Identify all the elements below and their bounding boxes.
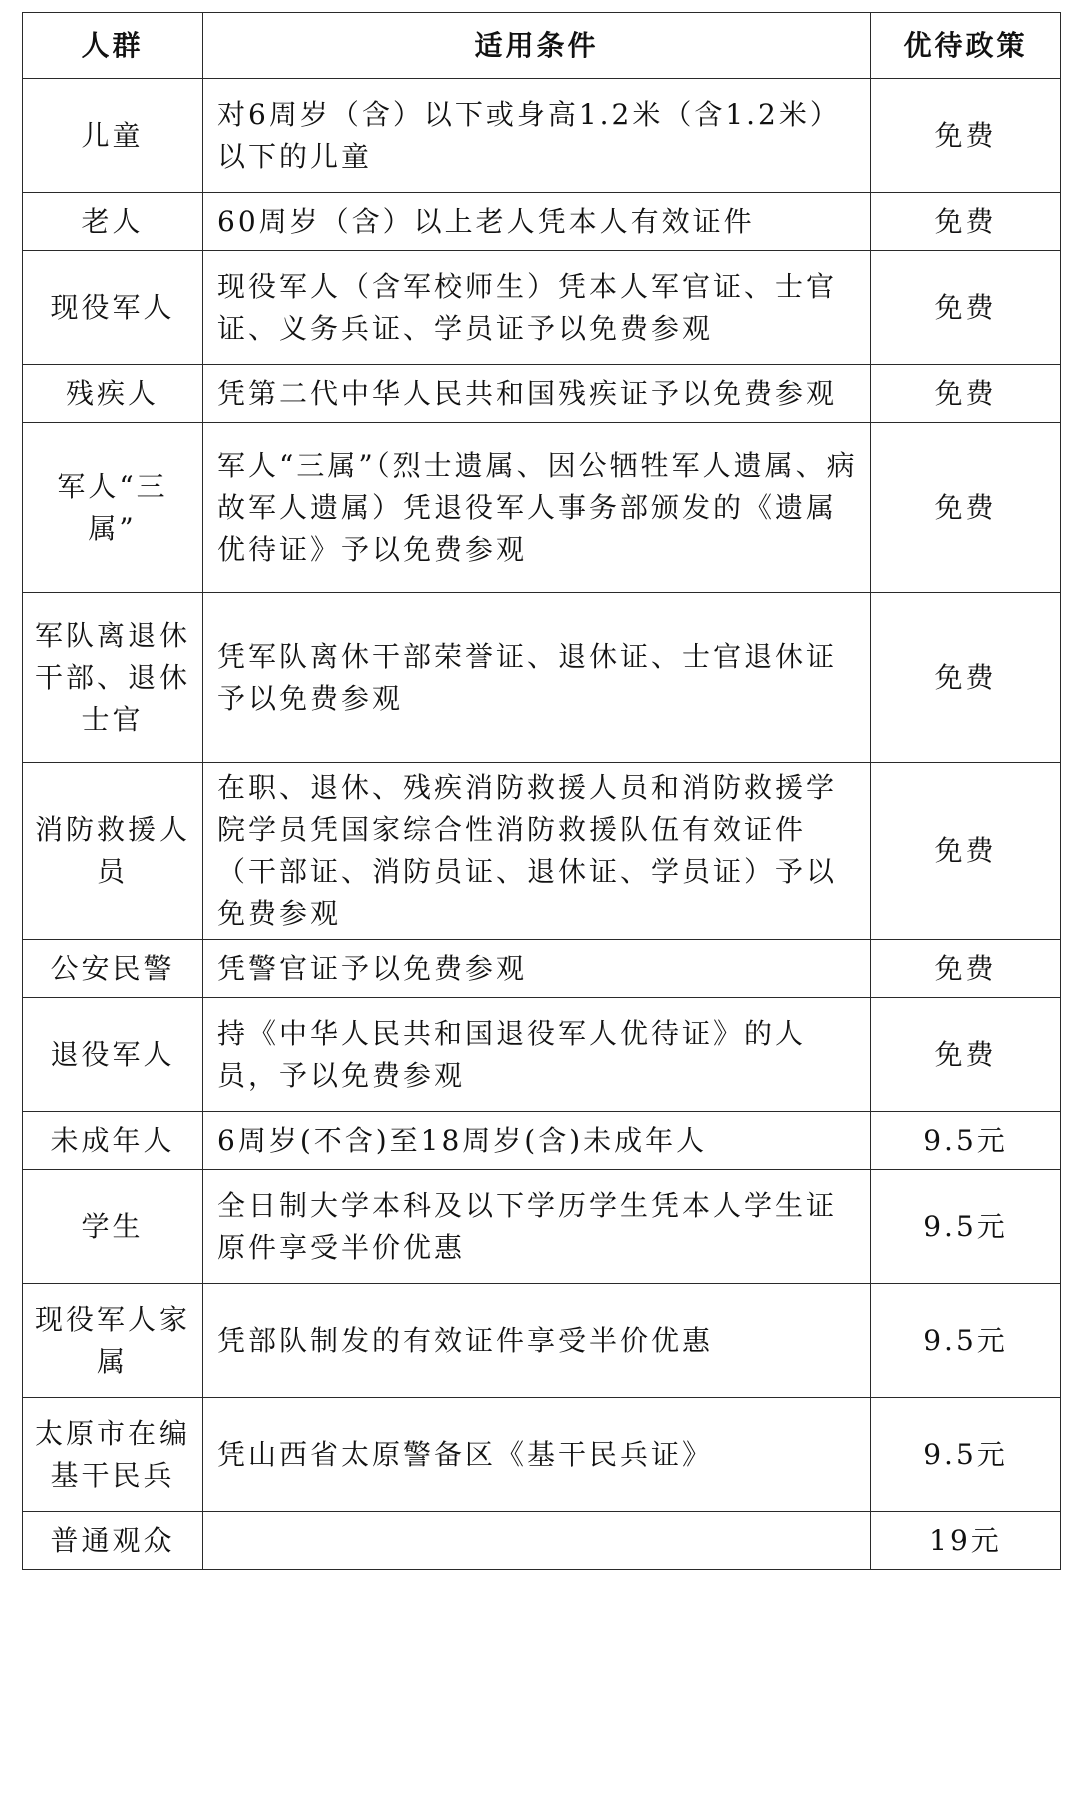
table-row — [23, 763, 1061, 940]
policy-cell: 免费 — [871, 423, 1061, 593]
policy-cell: 19元 — [871, 1512, 1061, 1570]
policy-cell: 9.5元 — [871, 1398, 1061, 1512]
condition-cell: 6周岁(不含)至18周岁(含)未成年人 — [203, 1112, 871, 1170]
table-row — [23, 193, 1061, 251]
policy-sheet — [22, 12, 1060, 1570]
policy-cell: 免费 — [871, 940, 1061, 998]
group-cell: 军人“三属” — [23, 423, 203, 593]
policy-cell: 免费 — [871, 998, 1061, 1112]
preferential-policy-table — [22, 12, 1061, 1570]
condition-cell: 60周岁（含）以上老人凭本人有效证件 — [203, 193, 871, 251]
policy-cell: 免费 — [871, 763, 1061, 940]
policy-cell: 9.5元 — [871, 1112, 1061, 1170]
condition-cell: 持《中华人民共和国退役军人优待证》的人员，予以免费参观 — [203, 998, 871, 1112]
table-row — [23, 365, 1061, 423]
header-condition: 适用条件 — [203, 13, 871, 79]
policy-cell: 9.5元 — [871, 1284, 1061, 1398]
table-row — [23, 998, 1061, 1112]
group-cell: 普通观众 — [23, 1512, 203, 1570]
policy-cell: 9.5元 — [871, 1170, 1061, 1284]
policy-cell: 免费 — [871, 365, 1061, 423]
condition-cell: 在职、退休、残疾消防救援人员和消防救援学院学员凭国家综合性消防救援队伍有效证件（干部证、消防员证、退休证、学员证）予以免费参观 — [203, 763, 871, 940]
group-cell: 退役军人 — [23, 998, 203, 1112]
policy-cell: 免费 — [871, 593, 1061, 763]
condition-cell: 军人“三属”（烈士遗属、因公牺牲军人遗属、病故军人遗属）凭退役军人事务部颁发的《遗属优待证》予以免费参观 — [203, 423, 871, 593]
group-cell: 现役军人 — [23, 251, 203, 365]
condition-cell: 凭山西省太原警备区《基干民兵证》 — [203, 1398, 871, 1512]
group-cell: 残疾人 — [23, 365, 203, 423]
policy-cell: 免费 — [871, 251, 1061, 365]
policy-cell: 免费 — [871, 193, 1061, 251]
condition-cell — [203, 1512, 871, 1570]
group-cell: 公安民警 — [23, 940, 203, 998]
group-cell: 军队离退休干部、退休士官 — [23, 593, 203, 763]
header-row — [23, 13, 1061, 79]
condition-cell: 全日制大学本科及以下学历学生凭本人学生证原件享受半价优惠 — [203, 1170, 871, 1284]
group-cell: 消防救援人员 — [23, 763, 203, 940]
table-row — [23, 593, 1061, 763]
table-row — [23, 251, 1061, 365]
group-cell: 未成年人 — [23, 1112, 203, 1170]
table-row — [23, 1398, 1061, 1512]
condition-cell: 凭部队制发的有效证件享受半价优惠 — [203, 1284, 871, 1398]
condition-cell: 凭警官证予以免费参观 — [203, 940, 871, 998]
condition-cell: 现役军人（含军校师生）凭本人军官证、士官证、义务兵证、学员证予以免费参观 — [203, 251, 871, 365]
table-row — [23, 1284, 1061, 1398]
condition-cell: 凭军队离休干部荣誉证、退休证、士官退休证予以免费参观 — [203, 593, 871, 763]
header-group: 人群 — [23, 13, 203, 79]
group-cell: 太原市在编基干民兵 — [23, 1398, 203, 1512]
condition-cell: 凭第二代中华人民共和国残疾证予以免费参观 — [203, 365, 871, 423]
group-cell: 现役军人家属 — [23, 1284, 203, 1398]
policy-cell: 免费 — [871, 79, 1061, 193]
table-row — [23, 1512, 1061, 1570]
table-row — [23, 940, 1061, 998]
table-row — [23, 1112, 1061, 1170]
table-row — [23, 79, 1061, 193]
header-policy: 优待政策 — [871, 13, 1061, 79]
condition-cell: 对6周岁（含）以下或身高1.2米（含1.2米）以下的儿童 — [203, 79, 871, 193]
table-row — [23, 423, 1061, 593]
group-cell: 儿童 — [23, 79, 203, 193]
table-row — [23, 1170, 1061, 1284]
group-cell: 学生 — [23, 1170, 203, 1284]
group-cell: 老人 — [23, 193, 203, 251]
